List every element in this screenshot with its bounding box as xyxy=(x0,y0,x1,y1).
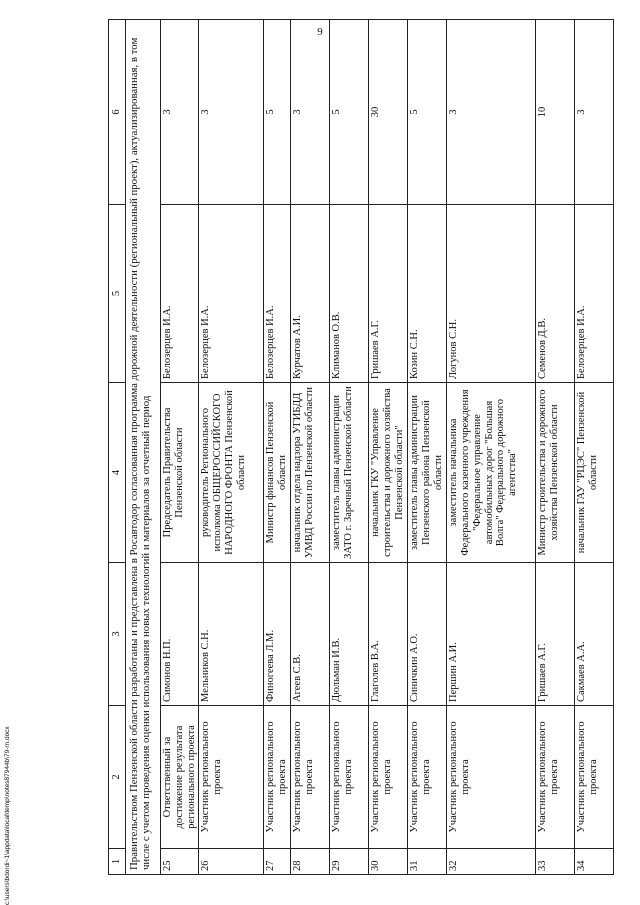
position-cell: Председатель Правительства Пензенской области xyxy=(161,383,199,563)
person-cell: Дюльман И.В. xyxy=(330,563,369,706)
row-number: 26 xyxy=(199,849,264,875)
supervisor-cell: Белозерцев И.А. xyxy=(199,205,264,383)
supervisor-cell: Козин С.Н. xyxy=(408,205,447,383)
column-number: 5 xyxy=(109,205,126,383)
table-row xyxy=(536,20,575,875)
person-cell: Финогеева Л.М. xyxy=(264,563,291,706)
role-cell: Участник регионального проекта xyxy=(536,706,575,849)
row-number: 29 xyxy=(330,849,369,875)
row-number: 27 xyxy=(264,849,291,875)
person-cell: Глаголев В.А. xyxy=(369,563,408,706)
table-row xyxy=(199,20,264,875)
row-number: 32 xyxy=(447,849,536,875)
role-cell: Участник регионального проекта xyxy=(199,706,264,849)
position-cell: руководитель Регионального исполкома ОБЩЕРОССИЙСКОГО НАРОДНОГО ФРОНТА Пензенской области xyxy=(199,383,264,563)
row-number: 30 xyxy=(369,849,408,875)
table-row xyxy=(291,20,330,875)
position-cell: Министр финансов Пензенской области xyxy=(264,383,291,563)
table-row xyxy=(264,20,291,875)
position-cell: заместитель главы администрации Пензенского района Пензенской области xyxy=(408,383,447,563)
supervisor-cell: Гришаев А.Г. xyxy=(369,205,408,383)
supervisor-cell: Белозерцев И.А. xyxy=(161,205,199,383)
intro-text: Правительством Пензенской области разработаны и представлена в Росавтодор согласованная программа дорожной деятельности (региональный проект), актуализированная, в том числе с учетом проведения оценки использования новых технологий и материалов за отчетный период xyxy=(126,20,161,875)
row-number: 28 xyxy=(291,849,330,875)
load-cell: 5 xyxy=(264,20,291,205)
supervisor-cell: Белозерцев И.А. xyxy=(264,205,291,383)
supervisor-cell: Семенов Д.В. xyxy=(536,205,575,383)
table-row xyxy=(330,20,369,875)
column-number: 3 xyxy=(109,563,126,706)
load-cell: 5 xyxy=(330,20,369,205)
role-cell: Участник регионального проекта xyxy=(447,706,536,849)
table-row xyxy=(447,20,536,875)
load-cell: 3 xyxy=(291,20,330,205)
person-cell: Синичкин А.О. xyxy=(408,563,447,706)
project-participants-table xyxy=(108,19,614,875)
load-cell: 5 xyxy=(408,20,447,205)
row-number: 34 xyxy=(575,849,614,875)
person-cell: Агеев С.В. xyxy=(291,563,330,706)
role-cell: Участник регионального проекта xyxy=(330,706,369,849)
position-cell: начальник отдела надзора УГИБДД УМВД России по Пензенской области xyxy=(291,383,330,563)
column-number: 2 xyxy=(109,706,126,849)
load-cell: 3 xyxy=(199,20,264,205)
load-cell: 3 xyxy=(161,20,199,205)
intro-row xyxy=(126,20,161,875)
column-number: 1 xyxy=(109,849,126,875)
role-cell: Участник регионального проекта xyxy=(408,706,447,849)
column-number: 6 xyxy=(109,20,126,205)
position-cell: заместитель главы администрации ЗАТО г. Заречный Пензенской области xyxy=(330,383,369,563)
supervisor-cell: Белозерцев И.А. xyxy=(575,205,614,383)
role-cell: Ответственный за достижение результата регионального проекта xyxy=(161,706,199,849)
position-cell: начальник ГАУ "РЦЭС" Пензенской области xyxy=(575,383,614,563)
column-number: 4 xyxy=(109,383,126,563)
role-cell: Участник регионального проекта xyxy=(369,706,408,849)
role-cell: Участник регионального проекта xyxy=(291,706,330,849)
supervisor-cell: Логунов С.Н. xyxy=(447,205,536,383)
load-cell: 10 xyxy=(536,20,575,205)
row-number: 25 xyxy=(161,849,199,875)
load-cell: 3 xyxy=(447,20,536,205)
position-cell: начальник ГКУ "Управление строительства и дорожного хозяйства Пензенской области" xyxy=(369,383,408,563)
header-row xyxy=(109,20,126,875)
supervisor-cell: Климанов О.В. xyxy=(330,205,369,383)
person-cell: Мельников С.Н. xyxy=(199,563,264,706)
role-cell: Участник регионального проекта xyxy=(575,706,614,849)
table-row xyxy=(575,20,614,875)
table-row xyxy=(369,20,408,875)
load-cell: 30 xyxy=(369,20,408,205)
person-cell: Сакмаев А.А. xyxy=(575,563,614,706)
row-number: 33 xyxy=(536,849,575,875)
person-cell: Першин А.И. xyxy=(447,563,536,706)
position-cell: заместитель начальника Федерального казенного учреждения "Федеральное управление автомобильных дорог "Большая Волга" Федерального дорожного агентства" xyxy=(447,383,536,563)
supervisor-cell: Курчатов А.И. xyxy=(291,205,330,383)
person-cell: Симонов Н.П. xyxy=(161,563,199,706)
table-row xyxy=(408,20,447,875)
position-cell: Министр строительства и дорожного хозяйства Пензенской области xyxy=(536,383,575,563)
row-number: 31 xyxy=(408,849,447,875)
person-cell: Гришаев А.Г. xyxy=(536,563,575,706)
footer-file-path: c:\users\bdordi~1\appdata\local\temp\notes87944b\79-rn.docx xyxy=(4,726,11,905)
page-number: 9 xyxy=(317,26,323,38)
role-cell: Участник регионального проекта xyxy=(264,706,291,849)
rotated-page xyxy=(108,20,620,875)
load-cell: 3 xyxy=(575,20,614,205)
table-row xyxy=(161,20,199,875)
